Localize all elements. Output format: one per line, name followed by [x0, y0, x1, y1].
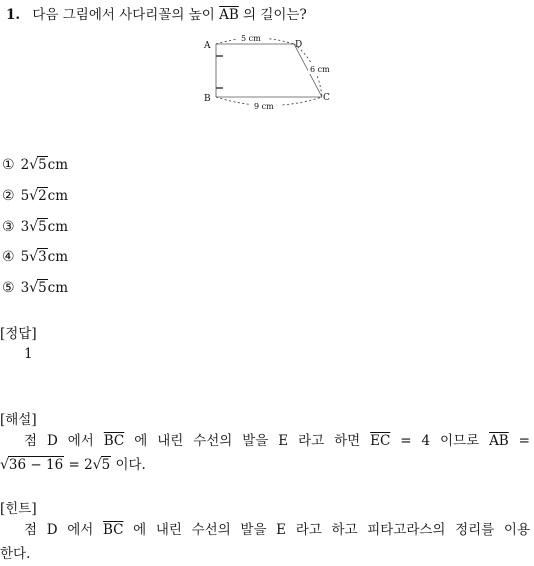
explanation-heading: [해설]: [0, 412, 37, 428]
segment-ab-2: $\overline{AB}$: [489, 433, 509, 449]
hint-heading: [힌트]: [0, 501, 37, 517]
label-side-length: 6 cm: [310, 65, 330, 74]
explanation-text: 점 D 에서 $\overline{BC}$ 에 내린 수선의 발을 E 라고 하면 $\overline{EC} = 4$ 이므로 $\overline{AB}$ = √36 − 16 = 2√5 이다.: [0, 433, 530, 473]
choice-3[interactable]: ③ 3√5cm: [2, 219, 69, 235]
question-text: 1. 다음 그림에서 사다리꼴의 높이 $\overline{AB}$ 의 길이는?: [6, 7, 307, 23]
question-number: 1.: [6, 7, 21, 23]
hint-text: 점 D 에서 $\overline{BC}$ 에 내린 수선의 발을 E 라고 하고 피타고라스의 정리를 이용 한다.: [0, 522, 530, 562]
label-bottom-length: 9 cm: [254, 102, 274, 111]
label-d: D: [295, 40, 303, 50]
choice-4[interactable]: ④ 5√3cm: [2, 249, 69, 265]
label-a: A: [204, 41, 211, 51]
answer-heading: [정답]: [0, 326, 37, 342]
segment-bc: $\overline{BC}$: [103, 433, 125, 449]
segment-ab: $\overline{AB}$: [219, 7, 239, 23]
sqrt-expression: 36 − 16: [8, 457, 64, 473]
choice-5[interactable]: ⑤ 3√5cm: [2, 280, 69, 296]
choice-1[interactable]: ① 2√5cm: [2, 157, 69, 173]
segment-ec: $\overline{EC}$: [370, 433, 391, 449]
label-b: B: [204, 94, 211, 104]
choice-2[interactable]: ② 5√2cm: [2, 188, 69, 204]
segment-bc-2: $\overline{BC}$: [102, 522, 124, 538]
label-top-length: 5 cm: [241, 34, 261, 43]
answer-value: 1: [24, 346, 33, 362]
trapezoid-figure: [196, 32, 346, 112]
label-c: C: [323, 93, 330, 103]
